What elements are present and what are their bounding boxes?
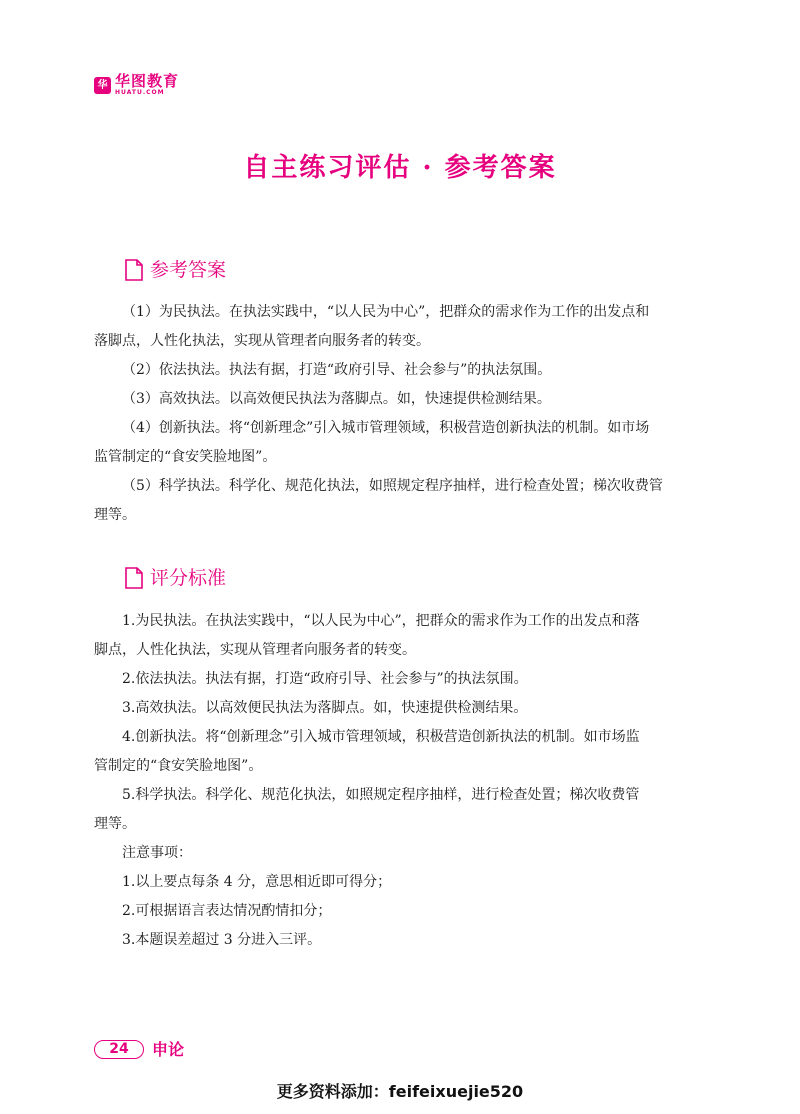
note-item: 3.本题误差超过 3 分进入三评。 xyxy=(122,932,322,948)
document-icon xyxy=(124,259,144,281)
text-line: 理等。 xyxy=(94,507,136,523)
note-item: 1.以上要点每条 4 分，意思相近即可得分； xyxy=(122,874,392,890)
answers-body xyxy=(94,298,702,530)
text-line: 1.为民执法。在执法实践中，“以人民为中心”，把群众的需求作为工作的出发点和落 xyxy=(122,613,640,629)
page-number: 24 xyxy=(94,1040,144,1059)
logo-url: HUATU.COM xyxy=(115,89,165,96)
text-line: 2.依法执法。执法有据，打造“政府引导、社会参与”的执法氛围。 xyxy=(122,671,528,687)
text-line: （4）创新执法。将“创新理念”引入城市管理领域，积极营造创新执法的机制。如市场 xyxy=(122,420,650,436)
notes-heading: 注意事项： xyxy=(122,845,192,861)
text-line: 4.创新执法。将“创新理念”引入城市管理领域，积极营造创新执法的机制。如市场监 xyxy=(122,729,640,745)
text-line: 监管制定的“食安笑脸地图”。 xyxy=(94,449,277,465)
page-footer xyxy=(94,1040,184,1059)
scoring-body xyxy=(94,607,702,955)
section-heading-scoring xyxy=(124,566,226,590)
logo-mark: 华 xyxy=(94,77,111,94)
huatu-logo xyxy=(94,74,179,96)
note-item: 2.可根据语言表达情况酌情扣分； xyxy=(122,903,332,919)
text-line: （1）为民执法。在执法实践中，“以人民为中心”，把群众的需求作为工作的出发点和 xyxy=(122,304,650,320)
logo-name: 华图教育 xyxy=(115,72,180,90)
bottom-note: 更多资料添加：feifeixuejie520 xyxy=(276,1082,524,1101)
text-line: 3.高效执法。以高效便民执法为落脚点。如，快速提供检测结果。 xyxy=(122,700,528,716)
document-icon xyxy=(124,567,144,589)
text-line: 管制定的“食安笑脸地图”。 xyxy=(94,758,263,774)
text-line: （5）科学执法。科学化、规范化执法，如照规定程序抽样，进行检查处置；梯次收费管 xyxy=(122,478,663,494)
text-line: 落脚点，人性化执法，实现从管理者向服务者的转变。 xyxy=(94,333,430,349)
text-line: （2）依法执法。执法有据，打造“政府引导、社会参与”的执法氛围。 xyxy=(122,362,552,378)
section-heading-label: 评分标准 xyxy=(150,567,227,589)
text-line: 理等。 xyxy=(94,816,136,832)
text-line: 5.科学执法。科学化、规范化执法，如照规定程序抽样，进行检查处置；梯次收费管 xyxy=(122,787,640,803)
section-heading-answers xyxy=(124,258,226,282)
section-heading-label: 参考答案 xyxy=(150,259,227,281)
page-title: 自主练习评估 · 参考答案 xyxy=(243,153,557,183)
page-subject: 申论 xyxy=(152,1039,185,1059)
text-line: （3）高效执法。以高效便民执法为落脚点。如，快速提供检测结果。 xyxy=(122,391,551,407)
logo-text xyxy=(115,74,179,96)
text-line: 脚点，人性化执法，实现从管理者向服务者的转变。 xyxy=(94,642,416,658)
